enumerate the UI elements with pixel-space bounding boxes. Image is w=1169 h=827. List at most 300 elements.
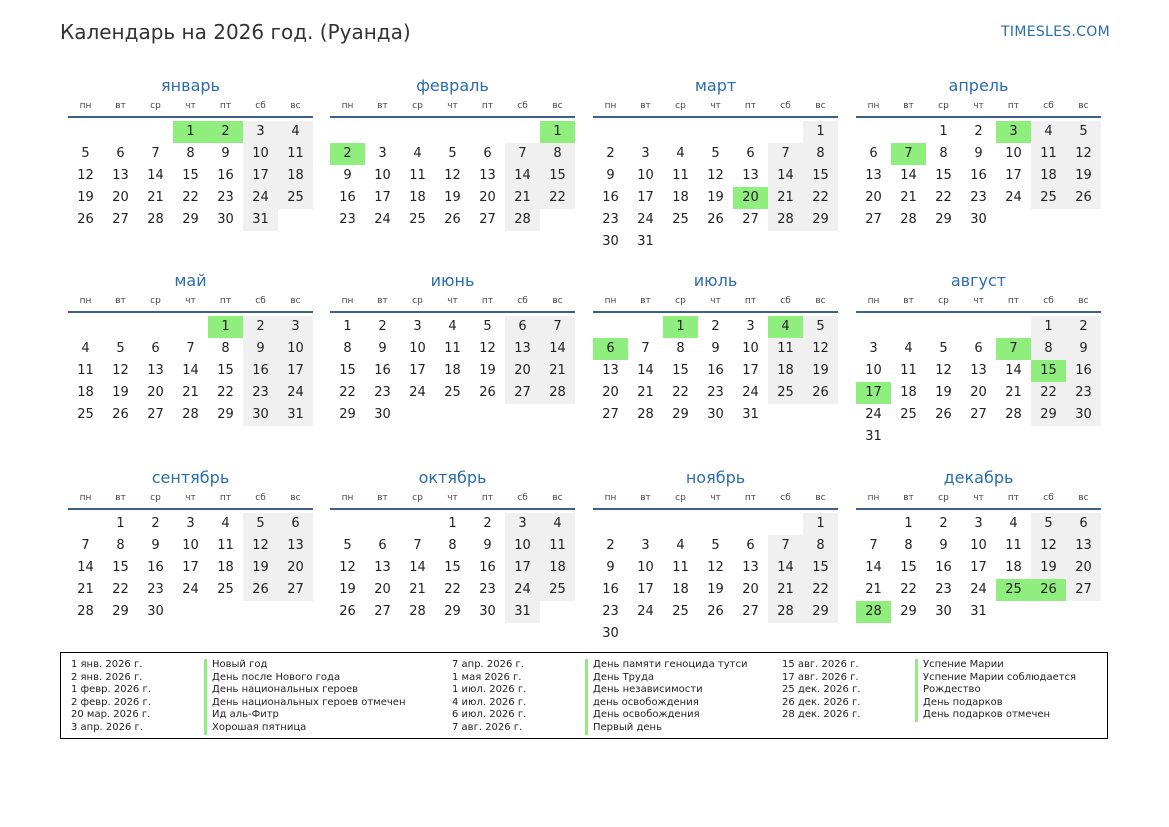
- day-cell: 17: [182, 560, 199, 575]
- day-cell: 15: [339, 363, 356, 378]
- month-name: август: [950, 271, 1007, 290]
- day-cell: 21: [637, 385, 654, 400]
- day-cell: 15: [900, 560, 917, 575]
- weekday-label: чт: [973, 493, 984, 503]
- day-cell: 31: [742, 407, 759, 422]
- weekday-label: чт: [185, 493, 196, 503]
- day-cell: 16: [217, 168, 234, 183]
- day-cell: 14: [540, 338, 575, 360]
- day-cell: 8: [904, 538, 913, 553]
- legend-holiday-name: Ид аль-Фитр: [204, 709, 279, 722]
- day-cell: 20: [374, 582, 391, 597]
- day-cell: 30: [374, 407, 391, 422]
- day-cell: 15: [803, 165, 838, 187]
- day-cell: 20: [742, 582, 759, 597]
- weekday-label: вс: [290, 101, 301, 111]
- legend-date: 25 дек. 2026 г.: [782, 684, 861, 696]
- month-name: октябрь: [418, 468, 487, 487]
- day-cell: 1: [448, 516, 457, 531]
- day-cell: 27: [865, 212, 882, 227]
- legend-row: [782, 672, 1076, 685]
- day-cell: 18: [278, 165, 313, 187]
- day-cell: 29: [339, 407, 356, 422]
- day-cell: 23: [970, 190, 987, 205]
- day-cell: 19: [243, 557, 278, 579]
- weekday-label: ср: [675, 101, 686, 111]
- empty-cell: [856, 513, 891, 535]
- day-cell: 17: [243, 165, 278, 187]
- day-cell: 4: [904, 341, 913, 356]
- day-cell: 14: [409, 560, 426, 575]
- day-grid: [593, 121, 838, 253]
- legend-row: [452, 672, 747, 685]
- day-grid: [856, 316, 1101, 448]
- day-cell: 20: [602, 385, 619, 400]
- day-cell: 23: [339, 212, 356, 227]
- day-cell: 1: [803, 121, 838, 143]
- legend-holiday-name: Хорошая пятница: [204, 722, 306, 735]
- day-cell: 30: [1066, 404, 1101, 426]
- weekday-label: вс: [1078, 296, 1089, 306]
- day-cell: 21: [505, 187, 540, 209]
- day-cell: 9: [243, 338, 278, 360]
- day-cell: 11: [540, 535, 575, 557]
- legend-date: 20 мар. 2026 г.: [71, 709, 151, 721]
- legend-holiday-name: День национальных героев: [204, 684, 358, 697]
- day-cell: 3: [641, 146, 650, 161]
- weekday-label: вт: [377, 101, 388, 111]
- empty-cell: [891, 316, 926, 338]
- day-cell: 10: [278, 338, 313, 360]
- legend-row: [782, 709, 1076, 722]
- weekday-label: вс: [290, 296, 301, 306]
- day-cell: 5: [448, 146, 457, 161]
- weekday-header: [593, 98, 838, 118]
- month-name: декабрь: [943, 468, 1014, 487]
- day-cell: 11: [278, 143, 313, 165]
- legend-date: 7 апр. 2026 г.: [452, 659, 524, 670]
- day-cell: 13: [742, 168, 759, 183]
- month-block: [856, 466, 1101, 623]
- legend-row: [71, 684, 405, 697]
- day-cell: 2: [483, 516, 492, 531]
- day-cell: 23: [479, 582, 496, 597]
- day-cell: 22: [672, 385, 689, 400]
- empty-cell: [400, 513, 435, 535]
- day-cell: 24: [970, 582, 987, 597]
- weekday-label: чт: [185, 101, 196, 111]
- weekday-label: сб: [517, 493, 528, 503]
- day-cell: 27: [505, 382, 540, 404]
- day-cell: 24: [182, 582, 199, 597]
- day-cell: 28: [768, 209, 803, 231]
- day-cell: 24: [278, 382, 313, 404]
- day-cell: 8: [540, 143, 575, 165]
- day-cell: 27: [278, 579, 313, 601]
- day-cell: 14: [637, 363, 654, 378]
- weekday-label: пт: [481, 296, 494, 306]
- day-cell: 17: [374, 190, 391, 205]
- day-cell: 9: [974, 146, 983, 161]
- day-cell: 25: [278, 187, 313, 209]
- day-cell: 5: [81, 146, 90, 161]
- day-cell: 6: [746, 538, 755, 553]
- month-name: июль: [693, 271, 738, 290]
- legend-date: 1 янв. 2026 г.: [71, 659, 143, 670]
- day-cell: 7: [151, 146, 160, 161]
- month-block: [68, 74, 313, 231]
- day-cell: 3: [243, 121, 278, 143]
- holiday-day: 28: [856, 601, 891, 623]
- day-cell: 10: [505, 535, 540, 557]
- weekday-label: пн: [867, 296, 880, 306]
- weekday-label: сб: [255, 101, 266, 111]
- day-cell: 17: [742, 363, 759, 378]
- day-cell: 7: [869, 538, 878, 553]
- day-cell: 14: [77, 560, 94, 575]
- day-cell: 26: [707, 212, 724, 227]
- day-cell: 9: [151, 538, 160, 553]
- empty-cell: [435, 121, 470, 143]
- day-cell: 5: [1066, 121, 1101, 143]
- weekday-header: [856, 293, 1101, 313]
- empty-cell: [68, 121, 103, 143]
- day-cell: 22: [112, 582, 129, 597]
- legend-column-1: [71, 659, 405, 735]
- day-cell: 7: [768, 535, 803, 557]
- empty-cell: [733, 121, 768, 143]
- month-block: [68, 269, 313, 426]
- day-cell: 19: [444, 190, 461, 205]
- day-cell: 14: [1005, 363, 1022, 378]
- holiday-day: 26: [1031, 579, 1066, 601]
- day-cell: 28: [637, 407, 654, 422]
- weekday-label: вс: [552, 296, 563, 306]
- empty-cell: [926, 316, 961, 338]
- day-cell: 19: [1031, 557, 1066, 579]
- empty-cell: [330, 513, 365, 535]
- day-cell: 18: [900, 385, 917, 400]
- day-cell: 5: [116, 341, 125, 356]
- weekday-label: вс: [552, 493, 563, 503]
- day-cell: 3: [413, 319, 422, 334]
- day-cell: 21: [900, 190, 917, 205]
- day-cell: 30: [602, 234, 619, 249]
- day-cell: 19: [1066, 165, 1101, 187]
- day-cell: 21: [409, 582, 426, 597]
- day-cell: 21: [768, 187, 803, 209]
- day-cell: 13: [374, 560, 391, 575]
- day-cell: 28: [900, 212, 917, 227]
- weekday-label: вт: [115, 296, 126, 306]
- day-cell: 12: [935, 363, 952, 378]
- day-cell: 7: [81, 538, 90, 553]
- day-cell: 8: [676, 341, 685, 356]
- day-cell: 14: [768, 165, 803, 187]
- empty-cell: [856, 316, 891, 338]
- legend-row: [452, 722, 747, 735]
- day-cell: 13: [479, 168, 496, 183]
- day-grid: [593, 513, 838, 645]
- day-cell: 19: [803, 360, 838, 382]
- weekday-label: сб: [517, 296, 528, 306]
- legend-holiday-name: Новый год: [204, 659, 267, 672]
- day-cell: 2: [1066, 316, 1101, 338]
- empty-cell: [891, 121, 926, 143]
- day-cell: 28: [540, 382, 575, 404]
- weekday-label: ср: [938, 101, 949, 111]
- day-cell: 3: [278, 316, 313, 338]
- day-cell: 28: [77, 604, 94, 619]
- day-cell: 18: [540, 557, 575, 579]
- day-cell: 6: [116, 146, 125, 161]
- day-cell: 22: [540, 187, 575, 209]
- day-cell: 8: [448, 538, 457, 553]
- day-cell: 16: [243, 360, 278, 382]
- day-cell: 22: [444, 582, 461, 597]
- legend-date: 2 февр. 2026 г.: [71, 696, 151, 708]
- day-cell: 24: [409, 385, 426, 400]
- holiday-day: 1: [208, 316, 243, 338]
- day-cell: 23: [602, 212, 619, 227]
- day-cell: 25: [1031, 187, 1066, 209]
- day-cell: 6: [378, 538, 387, 553]
- day-cell: 23: [602, 604, 619, 619]
- empty-cell: [663, 121, 698, 143]
- day-cell: 28: [409, 604, 426, 619]
- day-cell: 17: [1005, 168, 1022, 183]
- day-cell: 24: [637, 604, 654, 619]
- day-cell: 25: [409, 212, 426, 227]
- day-grid: [68, 513, 313, 623]
- day-cell: 27: [742, 604, 759, 619]
- holiday-day: 20: [733, 187, 768, 209]
- legend-row: [452, 659, 747, 672]
- weekday-label: пт: [1007, 296, 1020, 306]
- legend-column-2: [452, 659, 747, 735]
- empty-cell: [628, 316, 663, 338]
- day-cell: 13: [278, 535, 313, 557]
- day-cell: 29: [217, 407, 234, 422]
- legend-row: [452, 697, 747, 710]
- day-cell: 27: [112, 212, 129, 227]
- day-cell: 11: [444, 341, 461, 356]
- weekday-label: ср: [150, 493, 161, 503]
- day-cell: 30: [935, 604, 952, 619]
- day-cell: 31: [243, 209, 278, 231]
- day-cell: 6: [974, 341, 983, 356]
- day-cell: 4: [676, 538, 685, 553]
- weekday-label: пн: [604, 101, 617, 111]
- day-cell: 26: [935, 407, 952, 422]
- day-cell: 9: [343, 168, 352, 183]
- holiday-day: 2: [208, 121, 243, 143]
- month-name: сентябрь: [151, 468, 230, 487]
- weekday-header: [593, 490, 838, 510]
- legend-holiday-name: День подарков отмечен: [915, 709, 1050, 722]
- day-cell: 10: [970, 538, 987, 553]
- weekday-header: [593, 293, 838, 313]
- day-cell: 20: [1066, 557, 1101, 579]
- day-cell: 6: [505, 316, 540, 338]
- day-cell: 27: [970, 407, 987, 422]
- day-cell: 12: [1066, 143, 1101, 165]
- day-cell: 15: [217, 363, 234, 378]
- day-cell: 9: [711, 341, 720, 356]
- empty-cell: [138, 121, 173, 143]
- weekday-label: ср: [412, 296, 423, 306]
- day-cell: 4: [221, 516, 230, 531]
- weekday-label: вс: [1078, 101, 1089, 111]
- day-cell: 18: [1031, 165, 1066, 187]
- legend-date: 2 янв. 2026 г.: [71, 671, 143, 683]
- day-cell: 25: [900, 407, 917, 422]
- day-cell: 22: [217, 385, 234, 400]
- day-grid: [68, 121, 313, 231]
- day-cell: 26: [77, 212, 94, 227]
- day-cell: 8: [803, 535, 838, 557]
- month-block: [856, 74, 1101, 231]
- day-cell: 20: [147, 385, 164, 400]
- holiday-day: 7: [891, 143, 926, 165]
- day-cell: 27: [479, 212, 496, 227]
- legend-date: 1 мая 2026 г.: [452, 671, 522, 683]
- day-cell: 8: [221, 341, 230, 356]
- weekday-label: пт: [1007, 493, 1020, 503]
- weekday-label: пн: [79, 296, 92, 306]
- day-cell: 27: [374, 604, 391, 619]
- day-cell: 8: [343, 341, 352, 356]
- day-cell: 16: [602, 582, 619, 597]
- day-cell: 7: [505, 143, 540, 165]
- day-cell: 15: [540, 165, 575, 187]
- weekday-label: сб: [780, 493, 791, 503]
- day-cell: 14: [768, 557, 803, 579]
- day-cell: 29: [112, 604, 129, 619]
- day-cell: 12: [803, 338, 838, 360]
- weekday-label: пн: [341, 493, 354, 503]
- day-cell: 6: [483, 146, 492, 161]
- legend-row: [782, 684, 1076, 697]
- empty-cell: [68, 316, 103, 338]
- weekday-label: пт: [744, 493, 757, 503]
- day-cell: 5: [711, 146, 720, 161]
- month-name: июнь: [430, 271, 475, 290]
- day-cell: 31: [970, 604, 987, 619]
- day-cell: 10: [637, 168, 654, 183]
- day-cell: 29: [803, 209, 838, 231]
- legend-row: [782, 659, 1076, 672]
- day-cell: 5: [483, 319, 492, 334]
- day-cell: 15: [444, 560, 461, 575]
- day-cell: 7: [768, 143, 803, 165]
- day-cell: 11: [1031, 143, 1066, 165]
- day-cell: 6: [746, 146, 755, 161]
- legend-date: 1 февр. 2026 г.: [71, 684, 151, 696]
- empty-cell: [856, 121, 891, 143]
- day-cell: 19: [77, 190, 94, 205]
- day-grid: [856, 121, 1101, 231]
- day-cell: 23: [147, 582, 164, 597]
- day-cell: 30: [147, 604, 164, 619]
- day-cell: 3: [186, 516, 195, 531]
- day-cell: 4: [676, 146, 685, 161]
- month-name: май: [174, 271, 207, 290]
- day-grid: [68, 316, 313, 426]
- day-cell: 5: [711, 538, 720, 553]
- day-cell: 27: [602, 407, 619, 422]
- day-cell: 13: [147, 363, 164, 378]
- legend-row: [782, 697, 1076, 710]
- day-cell: 2: [939, 516, 948, 531]
- weekday-header: [856, 98, 1101, 118]
- day-cell: 30: [970, 212, 987, 227]
- weekday-label: вс: [815, 296, 826, 306]
- day-cell: 26: [707, 604, 724, 619]
- day-cell: 22: [1031, 382, 1066, 404]
- day-cell: 11: [1005, 538, 1022, 553]
- weekday-header: [330, 293, 575, 313]
- day-cell: 20: [970, 385, 987, 400]
- empty-cell: [996, 316, 1031, 338]
- month-name: январь: [161, 76, 220, 95]
- day-cell: 18: [1005, 560, 1022, 575]
- day-cell: 23: [1066, 382, 1101, 404]
- month-name: март: [694, 76, 737, 95]
- weekday-label: ср: [938, 296, 949, 306]
- day-cell: 3: [869, 341, 878, 356]
- day-cell: 18: [444, 363, 461, 378]
- day-cell: 16: [339, 190, 356, 205]
- day-cell: 20: [479, 190, 496, 205]
- weekday-label: сб: [517, 101, 528, 111]
- empty-cell: [400, 121, 435, 143]
- weekday-header: [330, 490, 575, 510]
- day-cell: 14: [147, 168, 164, 183]
- day-grid: [330, 316, 575, 426]
- empty-cell: [628, 513, 663, 535]
- day-cell: 17: [637, 190, 654, 205]
- day-cell: 23: [935, 582, 952, 597]
- weekday-label: вт: [903, 296, 914, 306]
- day-cell: 25: [672, 212, 689, 227]
- day-cell: 14: [505, 165, 540, 187]
- day-cell: 21: [147, 190, 164, 205]
- holiday-day: 2: [330, 143, 365, 165]
- day-cell: 9: [221, 146, 230, 161]
- day-cell: 30: [707, 407, 724, 422]
- legend-date: 3 апр. 2026 г.: [71, 721, 143, 733]
- month-name: февраль: [416, 76, 489, 95]
- day-cell: 2: [974, 124, 983, 139]
- legend-holiday-name: День после Нового года: [204, 672, 340, 685]
- weekday-label: вт: [640, 493, 651, 503]
- weekday-label: вт: [377, 493, 388, 503]
- weekday-label: пн: [341, 101, 354, 111]
- day-cell: 31: [505, 601, 540, 623]
- day-cell: 17: [637, 582, 654, 597]
- day-cell: 19: [339, 582, 356, 597]
- month-name: ноябрь: [685, 468, 746, 487]
- day-cell: 10: [865, 363, 882, 378]
- day-cell: 11: [672, 168, 689, 183]
- weekday-label: ср: [150, 296, 161, 306]
- weekday-label: сб: [1043, 296, 1054, 306]
- day-cell: 8: [803, 143, 838, 165]
- day-cell: 12: [1031, 535, 1066, 557]
- day-cell: 8: [1031, 338, 1066, 360]
- brand-link[interactable]: TIMESLES.COM: [1001, 24, 1110, 40]
